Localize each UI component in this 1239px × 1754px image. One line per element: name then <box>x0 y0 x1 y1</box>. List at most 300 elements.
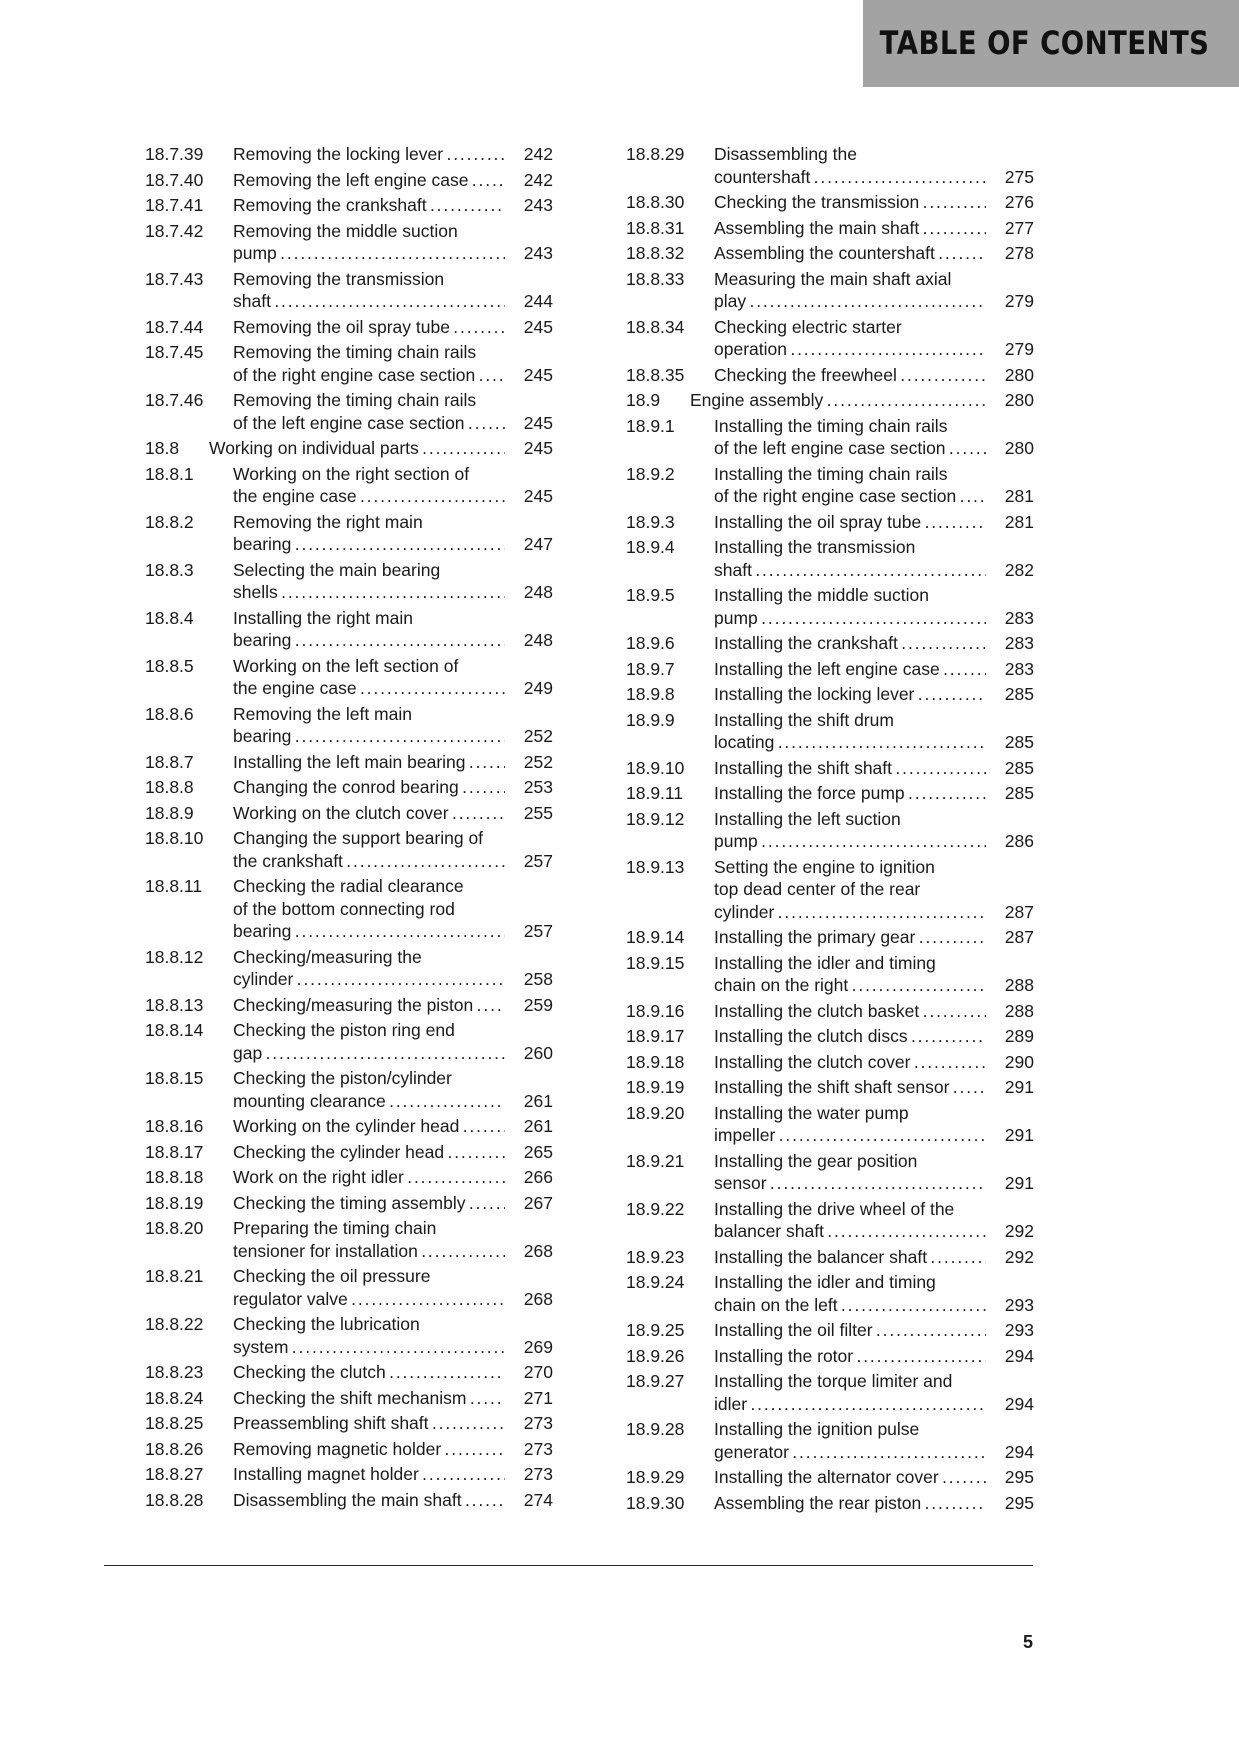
toc-entry-page: 281 <box>1004 486 1034 506</box>
toc-entry-page: 295 <box>1004 1492 1034 1513</box>
toc-entry-page: 257 <box>523 850 553 871</box>
toc-entry[interactable] <box>626 1000 1034 1023</box>
toc-entry[interactable] <box>626 1051 1034 1074</box>
toc-entry-page: 295 <box>1004 1467 1034 1487</box>
toc-entry[interactable] <box>626 926 1034 949</box>
toc-entry-page: 258 <box>523 969 553 989</box>
toc-entry-title: of the right engine case section . . . <box>233 364 505 387</box>
toc-entry[interactable] <box>145 1361 553 1384</box>
toc-entry-title: shaft . . . <box>233 290 505 313</box>
toc-entry-number: 18.8.12 <box>145 946 204 967</box>
toc-entry-page: 245 <box>523 438 553 458</box>
toc-entry[interactable] <box>145 316 553 339</box>
toc-entry-number: 18.9.11 <box>626 783 684 803</box>
toc-entry-title: mounting clearance . . . <box>233 1090 505 1113</box>
toc-entry-page: 245 <box>523 316 553 337</box>
toc-entry-title: impeller . . . <box>714 1124 986 1147</box>
toc-entry-title: idler . . . <box>714 1393 986 1416</box>
toc-entry-page: 276 <box>1004 192 1034 212</box>
toc-entry-number: 18.7.42 <box>145 220 204 241</box>
toc-entry-page: 265 <box>523 1141 553 1162</box>
toc-entry[interactable] <box>626 1025 1034 1048</box>
toc-entry-number: 18.9.10 <box>626 757 685 778</box>
toc-entry[interactable] <box>145 559 553 604</box>
toc-entry[interactable] <box>626 808 1034 853</box>
toc-entry-title: tensioner for installation . . . <box>233 1240 505 1263</box>
toc-column-left <box>145 143 553 1514</box>
toc-entry-number: 18.9.30 <box>626 1492 685 1513</box>
toc-entry-title: of the bottom connecting rod <box>233 898 455 919</box>
toc-entry-title: Changing the support bearing of <box>233 828 484 848</box>
toc-entry-number: 18.8.25 <box>145 1413 204 1433</box>
toc-entry[interactable] <box>626 1345 1034 1368</box>
toc-entry-title: Installing the clutch cover . . . <box>714 1051 986 1074</box>
toc-entry-title: of the left engine case section . . . <box>714 437 986 460</box>
toc-entry[interactable] <box>626 1198 1034 1243</box>
toc-entry-number: 18.9.3 <box>626 511 675 532</box>
toc-entry-title: Removing the timing chain rails <box>233 342 477 362</box>
toc-entry-title: gap . . . <box>233 1042 505 1065</box>
toc-entry[interactable] <box>145 1265 553 1310</box>
toc-entry-page: 269 <box>523 1336 553 1357</box>
toc-entry-page: 279 <box>1004 339 1034 359</box>
toc-entry-page: 245 <box>523 486 553 506</box>
toc-entry[interactable] <box>145 751 553 774</box>
toc-entry-number: 18.8.13 <box>145 994 204 1015</box>
toc-entry-title: balancer shaft . . . <box>714 1220 986 1243</box>
toc-entry-page: 294 <box>1004 1393 1034 1414</box>
toc-entry-number: 18.9.22 <box>626 1198 685 1219</box>
toc-entry-page: 268 <box>523 1288 553 1309</box>
toc-entry-title: Checking electric starter <box>714 316 902 337</box>
toc-entry-number: 18.9.9 <box>626 709 675 730</box>
footer-divider <box>104 1565 1033 1566</box>
toc-entry-number: 18.8.33 <box>626 268 685 289</box>
toc-entry-page: 245 <box>523 412 553 433</box>
toc-entry-number: 18.8.26 <box>145 1438 204 1459</box>
toc-entry-title: Installing the oil filter . . . <box>714 1319 986 1342</box>
toc-entry-number: 18.8.1 <box>145 463 194 484</box>
toc-entry-page: 288 <box>1004 975 1034 995</box>
toc-entry-title: Measuring the main shaft axial <box>714 268 952 289</box>
toc-entry-page: 243 <box>523 195 553 215</box>
toc-entry-title: Assembling the rear piston . . . <box>714 1492 986 1515</box>
toc-entry-page: 278 <box>1004 243 1034 263</box>
toc-entry[interactable] <box>145 341 553 386</box>
toc-entry-number: 18.9.4 <box>626 537 675 557</box>
toc-entry-title: bearing . . . <box>233 725 505 748</box>
toc-entry-title: Checking the clutch . . . <box>233 1361 505 1384</box>
toc-entry-title: Installing the locking lever . . . <box>714 683 986 706</box>
toc-entry-title: Removing the middle suction <box>233 220 458 241</box>
toc-entry[interactable] <box>626 683 1034 706</box>
toc-entry-page: 285 <box>1004 757 1034 778</box>
toc-entry-title: Installing the idler and timing <box>714 952 936 973</box>
toc-entry-number: 18.8.31 <box>626 217 685 238</box>
toc-entry-title: Checking the timing assembly . . . <box>233 1192 505 1215</box>
toc-entry-number: 18.8.17 <box>145 1141 204 1162</box>
toc-entry-page: 260 <box>523 1042 553 1063</box>
toc-entry-title: Installing the middle suction <box>714 585 929 605</box>
toc-entry-title: Removing the right main <box>233 511 423 532</box>
toc-entry-page: 285 <box>1004 732 1034 752</box>
toc-entry-number: 18.9.23 <box>626 1246 685 1267</box>
toc-entry-number: 18.8.21 <box>145 1266 204 1286</box>
toc-entry-title: Disassembling the <box>714 144 857 164</box>
toc-entry-number: 18.8.5 <box>145 655 194 676</box>
toc-entry-number: 18.7.46 <box>145 390 204 410</box>
toc-entry[interactable] <box>145 1166 553 1189</box>
toc-entry[interactable] <box>145 1217 553 1262</box>
toc-entry-page: 247 <box>523 534 553 554</box>
toc-entry-page: 280 <box>1004 364 1034 385</box>
toc-entry-number: 18.7.45 <box>145 342 204 362</box>
toc-entry-number: 18.9.5 <box>626 585 675 605</box>
toc-column-right <box>626 143 1034 1517</box>
toc-entry[interactable] <box>626 191 1034 214</box>
toc-entry-number: 18.9.28 <box>626 1419 685 1439</box>
toc-entry-title: Installing the rotor . . . <box>714 1345 986 1368</box>
toc-entry-title: Checking/measuring the piston . . . <box>233 994 505 1017</box>
toc-entry[interactable] <box>626 268 1034 313</box>
toc-entry-number: 18.9.18 <box>626 1051 685 1072</box>
page-title: TABLE OF CONTENTS <box>879 24 1209 62</box>
toc-entry-number: 18.8.15 <box>145 1068 204 1088</box>
toc-entry[interactable] <box>145 827 553 872</box>
toc-entry-title: Removing the crankshaft . . . <box>233 194 505 217</box>
toc-entry-page: 287 <box>1004 901 1034 922</box>
toc-entry-title: shells . . . <box>233 581 505 604</box>
toc-entry[interactable] <box>626 1076 1034 1099</box>
toc-entry-title: Installing the clutch basket . . . <box>714 1000 986 1023</box>
toc-entry-title: Installing the water pump <box>714 1102 909 1123</box>
toc-entry-title: Checking the lubrication <box>233 1314 420 1334</box>
toc-entry-number: 18.9.15 <box>626 952 685 973</box>
toc-entry[interactable] <box>626 511 1034 534</box>
toc-entry-number: 18.8.3 <box>145 559 194 580</box>
page-number: 5 <box>1022 1632 1033 1652</box>
toc-entry-title: Working on the left section of <box>233 655 459 676</box>
toc-entry-page: 252 <box>523 726 553 746</box>
toc-entry-title: Installing the balancer shaft . . . <box>714 1246 986 1269</box>
toc-entry-number: 18.8.14 <box>145 1020 204 1040</box>
toc-entry[interactable] <box>145 268 553 313</box>
toc-entry[interactable] <box>626 1418 1034 1463</box>
toc-entry-number: 18.8.9 <box>145 802 194 823</box>
toc-entry-title: Installing the torque limiter and <box>714 1371 953 1391</box>
toc-entry-number: 18.8.28 <box>145 1489 204 1510</box>
toc-entry-number: 18.8.35 <box>626 364 685 385</box>
toc-entry-page: 242 <box>523 144 553 164</box>
toc-entry[interactable] <box>626 1370 1034 1415</box>
toc-entry-title: bearing . . . <box>233 533 505 556</box>
toc-entry[interactable] <box>145 463 553 508</box>
toc-entry[interactable] <box>626 364 1034 387</box>
toc-entry-title: bearing . . . <box>233 629 505 652</box>
toc-entry-title: Installing the left engine case . . . <box>714 658 986 681</box>
toc-entry-page: 266 <box>523 1167 553 1187</box>
toc-entry[interactable] <box>145 511 553 556</box>
toc-entry-number: 18.8.20 <box>145 1218 204 1238</box>
toc-entry-title: Installing the timing chain rails <box>714 415 948 436</box>
toc-entry-title: Working on the right section of <box>233 463 470 484</box>
toc-entry-number: 18.8.7 <box>145 751 194 772</box>
toc-entry[interactable] <box>626 389 1034 412</box>
toc-entry-title: Disassembling the main shaft . . . <box>233 1489 505 1512</box>
toc-entry[interactable] <box>626 1319 1034 1342</box>
toc-entry-title: Installing the alternator cover . . . <box>714 1466 986 1489</box>
toc-entry-title: Installing the drive wheel of the <box>714 1198 955 1219</box>
toc-entry-page: 267 <box>523 1192 553 1213</box>
toc-entry-title: sensor . . . <box>714 1172 986 1195</box>
toc-entry-title: Checking the oil pressure <box>233 1266 431 1286</box>
toc-entry[interactable] <box>145 1412 553 1435</box>
toc-entry-page: 253 <box>523 777 553 797</box>
toc-entry-number: 18.7.39 <box>145 144 204 164</box>
toc-entry-title: Checking/measuring the <box>233 946 422 967</box>
toc-entry[interactable] <box>626 632 1034 655</box>
toc-entry-title: Installing the shift shaft sensor . . . <box>714 1076 986 1099</box>
toc-entry-page: 288 <box>1004 1000 1034 1021</box>
toc-entry-title: regulator valve . . . <box>233 1288 505 1311</box>
toc-entry-title: countershaft . . . <box>714 166 986 189</box>
toc-entry-number: 18.7.40 <box>145 169 204 190</box>
toc-entry-number: 18.9.20 <box>626 1102 685 1123</box>
toc-entry[interactable] <box>626 757 1034 780</box>
toc-entry-page: 285 <box>1004 783 1034 803</box>
toc-entry-title: Checking the shift mechanism . . . <box>233 1387 505 1410</box>
toc-entry-page: 292 <box>1004 1221 1034 1241</box>
toc-entry-title: Installing the ignition pulse <box>714 1419 920 1439</box>
toc-entry-title: Assembling the countershaft . . . <box>714 242 986 265</box>
toc-entry-title: Installing the right main <box>233 607 413 628</box>
toc-entry-title: operation . . . <box>714 338 986 361</box>
toc-entry[interactable] <box>145 194 553 217</box>
toc-entry-page: 294 <box>1004 1441 1034 1462</box>
toc-entry[interactable] <box>145 1141 553 1164</box>
toc-entry-title: system . . . <box>233 1336 505 1359</box>
toc-entry[interactable] <box>626 1466 1034 1489</box>
toc-entry[interactable] <box>145 607 553 652</box>
toc-entry[interactable] <box>626 1246 1034 1269</box>
toc-entry-page: 289 <box>1004 1026 1034 1046</box>
toc-entry-page: 252 <box>523 751 553 772</box>
toc-entry-page: 274 <box>523 1489 553 1510</box>
toc-entry-number: 18.8.27 <box>145 1464 204 1484</box>
toc-entry[interactable] <box>145 1387 553 1410</box>
toc-entry[interactable] <box>626 1271 1034 1316</box>
toc-entry-title: Working on the clutch cover . . . <box>233 802 505 825</box>
toc-entry-number: 18.8.2 <box>145 511 194 532</box>
toc-entry[interactable] <box>145 389 553 434</box>
toc-entry-number: 18.9.24 <box>626 1272 685 1292</box>
toc-entry-number: 18.8.29 <box>626 144 685 164</box>
toc-entry-number: 18.9.2 <box>626 463 675 484</box>
toc-entry-title: Installing the primary gear . . . <box>714 926 986 949</box>
toc-entry-page: 261 <box>523 1116 553 1136</box>
toc-entry-number: 18.7.43 <box>145 268 204 289</box>
toc-entry[interactable] <box>145 143 553 166</box>
toc-entry-number: 18.8.10 <box>145 828 204 848</box>
toc-entry-title: Removing the left engine case . . . <box>233 169 505 192</box>
toc-entry-title: Preparing the timing chain <box>233 1218 437 1238</box>
toc-entry-number: 18.8.24 <box>145 1387 204 1408</box>
toc-entry-page: 248 <box>523 582 553 602</box>
toc-entry[interactable] <box>626 856 1034 924</box>
toc-entry-title: Installing the crankshaft . . . <box>714 632 986 655</box>
toc-entry-page: 271 <box>523 1387 553 1408</box>
toc-entry-number: 18.9.19 <box>626 1077 685 1097</box>
toc-entry[interactable] <box>626 415 1034 460</box>
toc-entry-title: Removing the transmission <box>233 268 445 289</box>
toc-entry-title: Checking the freewheel . . . <box>714 364 986 387</box>
toc-entry-title: chain on the left . . . <box>714 1294 986 1317</box>
toc-entry-title: Checking the piston/cylinder <box>233 1068 452 1088</box>
toc-entry-title: Installing the shift shaft . . . <box>714 757 986 780</box>
toc-entry-page: 283 <box>1004 607 1034 628</box>
toc-entry-number: 18.9.21 <box>626 1150 685 1171</box>
toc-entry[interactable] <box>145 1489 553 1512</box>
toc-entry[interactable] <box>145 169 553 192</box>
toc-entry-number: 18.8.34 <box>626 316 685 337</box>
toc-entry[interactable] <box>626 316 1034 361</box>
toc-entry-number: 18.7.44 <box>145 316 204 337</box>
toc-entry-page: 259 <box>523 994 553 1015</box>
toc-entry[interactable] <box>145 1019 553 1064</box>
toc-entry-title: Removing the locking lever . . . <box>233 143 505 166</box>
toc-entry-title: bearing . . . <box>233 920 505 943</box>
toc-entry-page: 293 <box>1004 1294 1034 1315</box>
toc-entry-page: 291 <box>1004 1173 1034 1193</box>
toc-entry[interactable] <box>145 946 553 991</box>
toc-entry-page: 255 <box>523 802 553 823</box>
toc-entry-number: 18.7.41 <box>145 195 204 215</box>
toc-entry-number: 18.9.7 <box>626 658 675 679</box>
toc-entry-number: 18.9.26 <box>626 1345 685 1366</box>
toc-entry[interactable] <box>626 536 1034 581</box>
toc-entry-title: Removing the oil spray tube . . . <box>233 316 505 339</box>
toc-entry[interactable] <box>145 1192 553 1215</box>
toc-entry-page: 270 <box>523 1362 553 1382</box>
toc-entry[interactable] <box>626 1150 1034 1195</box>
toc-entry[interactable] <box>626 709 1034 754</box>
toc-entry[interactable] <box>145 437 553 460</box>
toc-entry-title: Engine assembly . . . <box>690 389 986 412</box>
toc-entry[interactable] <box>145 1438 553 1461</box>
toc-entry-title: Removing the left main <box>233 703 412 724</box>
toc-entry-number: 18.8.16 <box>145 1116 204 1136</box>
toc-entry-title: Installing the timing chain rails <box>714 463 948 484</box>
toc-entry-number: 18.8.6 <box>145 703 194 724</box>
toc-entry-page: 291 <box>1004 1125 1034 1145</box>
toc-entry-page: 283 <box>1004 658 1034 679</box>
toc-entry-title: Checking the cylinder head . . . <box>233 1141 505 1164</box>
toc-entry[interactable] <box>626 217 1034 240</box>
toc-entry-number: 18.9.25 <box>626 1320 685 1340</box>
toc-entry-number: 18.9.29 <box>626 1467 685 1487</box>
toc-entry-page: 279 <box>1004 291 1034 311</box>
toc-entry-number: 18.9.6 <box>626 633 675 653</box>
toc-entry-number: 18.9.8 <box>626 684 675 704</box>
toc-entry-title: Work on the right idler . . . <box>233 1166 505 1189</box>
toc-entry[interactable] <box>626 242 1034 265</box>
toc-entry-number: 18.8.11 <box>145 876 203 896</box>
toc-entry-page: 282 <box>1004 559 1034 580</box>
toc-entry-page: 293 <box>1004 1320 1034 1340</box>
toc-entry[interactable] <box>145 1313 553 1358</box>
toc-entry-page: 290 <box>1004 1051 1034 1072</box>
toc-entry-title: Installing the left main bearing . . . <box>233 751 505 774</box>
toc-entry-page: 281 <box>1004 511 1034 532</box>
toc-entry[interactable] <box>626 658 1034 681</box>
toc-entry[interactable] <box>145 875 553 943</box>
toc-entry-number: 18.9.13 <box>626 856 685 877</box>
toc-entry-title: generator . . . <box>714 1441 986 1464</box>
toc-entry[interactable] <box>145 1463 553 1486</box>
toc-entry[interactable] <box>626 782 1034 805</box>
toc-entry[interactable] <box>626 952 1034 997</box>
toc-entry-title: Installing the left suction <box>714 808 901 829</box>
toc-entry-page: 244 <box>523 291 553 311</box>
toc-entry-number: 18.8.23 <box>145 1362 204 1382</box>
toc-entry[interactable] <box>145 776 553 799</box>
toc-entry-title: Checking the transmission . . . <box>714 191 986 214</box>
toc-entry[interactable] <box>626 584 1034 629</box>
toc-entry-page: 277 <box>1004 217 1034 238</box>
toc-entry[interactable] <box>145 1067 553 1112</box>
toc-entry-title: locating . . . <box>714 731 986 754</box>
toc-entry-page: 249 <box>523 678 553 698</box>
toc-entry[interactable] <box>626 1102 1034 1147</box>
toc-entry-title: Installing the clutch discs . . . <box>714 1025 986 1048</box>
toc-entry-title: pump . . . <box>714 607 986 630</box>
toc-entry[interactable] <box>145 802 553 825</box>
toc-entry-page: 294 <box>1004 1345 1034 1366</box>
toc-entry[interactable] <box>145 1115 553 1138</box>
toc-entry[interactable] <box>626 1492 1034 1515</box>
toc-entry-title: cylinder . . . <box>714 901 986 924</box>
toc-entry-title: Checking the radial clearance <box>233 876 464 896</box>
toc-entry-page: 286 <box>1004 831 1034 851</box>
toc-entry-page: 273 <box>523 1464 553 1484</box>
toc-entry-number: 18.8.30 <box>626 192 685 212</box>
toc-entry-title: Installing the idler and timing <box>714 1272 936 1292</box>
toc-entry-title: play . . . <box>714 290 986 313</box>
toc-entry-title: Removing magnetic holder . . . <box>233 1438 505 1461</box>
toc-entry[interactable] <box>626 463 1034 508</box>
toc-entry-title: top dead center of the rear <box>714 879 921 899</box>
toc-entry-number: 18.9.17 <box>626 1026 685 1046</box>
toc-entry[interactable] <box>145 220 553 265</box>
toc-entry[interactable] <box>145 703 553 748</box>
toc-entry-number: 18.8.8 <box>145 777 194 797</box>
toc-entry-number: 18.8.22 <box>145 1314 204 1334</box>
toc-entry[interactable] <box>145 655 553 700</box>
toc-entry-page: 285 <box>1004 684 1034 704</box>
toc-entry-page: 243 <box>523 243 553 263</box>
toc-entry-page: 287 <box>1004 927 1034 947</box>
toc-entry[interactable] <box>626 143 1034 188</box>
toc-entry-title: Working on individual parts . . . <box>209 437 505 460</box>
toc-entry-page: 283 <box>1004 633 1034 653</box>
toc-entry[interactable] <box>145 994 553 1017</box>
toc-entry-title: Checking the piston ring end <box>233 1020 455 1040</box>
toc-entry-title: Installing the force pump . . . <box>714 782 986 805</box>
toc-entry-page: 273 <box>523 1413 553 1433</box>
toc-entry-title: Selecting the main bearing <box>233 559 441 580</box>
toc-entry-number: 18.9.1 <box>626 415 675 436</box>
toc-entry-number: 18.9.12 <box>626 808 685 829</box>
